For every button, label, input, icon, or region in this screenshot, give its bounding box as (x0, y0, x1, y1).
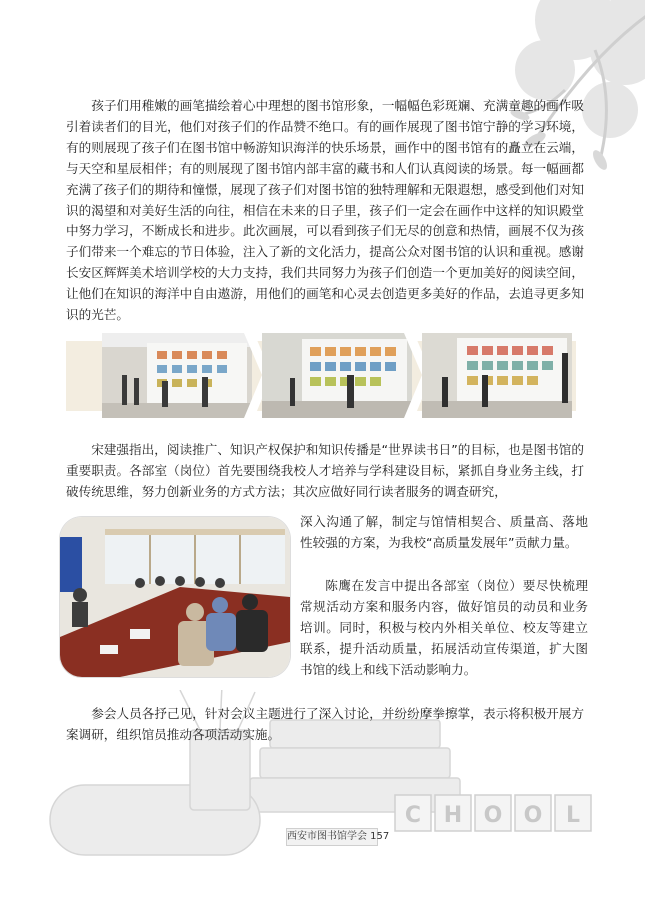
block-letter-o1: O (483, 803, 503, 828)
block-letter-o2: O (523, 803, 543, 828)
block-letter-c: C (404, 803, 422, 828)
meeting-photo (60, 517, 290, 677)
exhibition-photo-3 (422, 333, 572, 418)
exhibition-photo-strip (66, 333, 576, 418)
paragraph-continuation: 深入沟通了解，制定与馆情相契合、质量高、落地性较强的方案，为我校“高质量发展年”贡献力量。 (300, 514, 588, 550)
block-letter-l: L (565, 803, 581, 828)
exhibition-photo-1 (102, 333, 252, 418)
page-footer: 西安市图书馆学会 157 (286, 828, 378, 846)
paragraph-participants: 参会人员各抒己见，针对会议主题进行了深入讨论，并纷纷摩拳擦掌，表示将积极开展方案调研，组织馆员推动各项活动实施。 (66, 706, 584, 742)
paragraph-song-jianqiang: 宋建强指出，阅读推广、知识产权保护和知识传播是“世界读书日”的目标，也是图书馆的重要职责。各部室（岗位）首先要围绕我校人才培养与学科建设目标，紧抓自身业务主线，打破传统思维，努力创新业务的方式方法；其次应做好同行读者服务的调查研究， (66, 442, 584, 499)
paragraph-exhibition: 孩子们用稚嫩的画笔描绘着心中理想的图书馆形象，一幅幅色彩斑斓、充满童趣的画作吸引着读者们的目光，他们对孩子们的作品赞不绝口。有的画作展现了图书馆宁静的学习环境，有的则展现了孩子们在图书馆中畅游知识海洋的快乐场景，画作中的图书馆有的矗立在云端，与天空和星辰相伴；有的则展现了图书馆内部丰富的藏书和人们认真阅读的场景。每一幅画都充满了孩子们的期待和憧憬，展现了孩子们对图书馆的独特理解和无限遐想，感受到他们对知识的渴望和对美好生活的向往，相信在未来的日子里，孩子们一定会在画作中这样的知识殿堂中努力学习，不断成长和进步。此次画展，可以看到孩子们无尽的创意和热情，画展不仅为孩子们带来一个难忘的节日体验，注入了新的文化活力，提高公众对图书馆的认识和重视。感谢长安区辉辉美术培训学校的大力支持，我们共同努力为孩子们创造一个更加美好的阅读空间，让他们在知识的海洋中自由遨游，用他们的画笔和心灵去创造更多美好的作品，去追寻更多知识的光芒。 (66, 98, 584, 323)
paragraph-chen-ying: 陈鹰在发言中提出各部室（岗位）要尽快梳理常规活动方案和服务内容，做好馆员的动员和业务培训。同时，积极与校内外相关单位、校友等建立联系，提升活动质量，拓展活动宣传渠道，扩大图书馆的线上和线下活动影响力。 (300, 578, 588, 677)
exhibition-photo-2 (262, 333, 412, 418)
block-letter-h: H (443, 803, 463, 828)
